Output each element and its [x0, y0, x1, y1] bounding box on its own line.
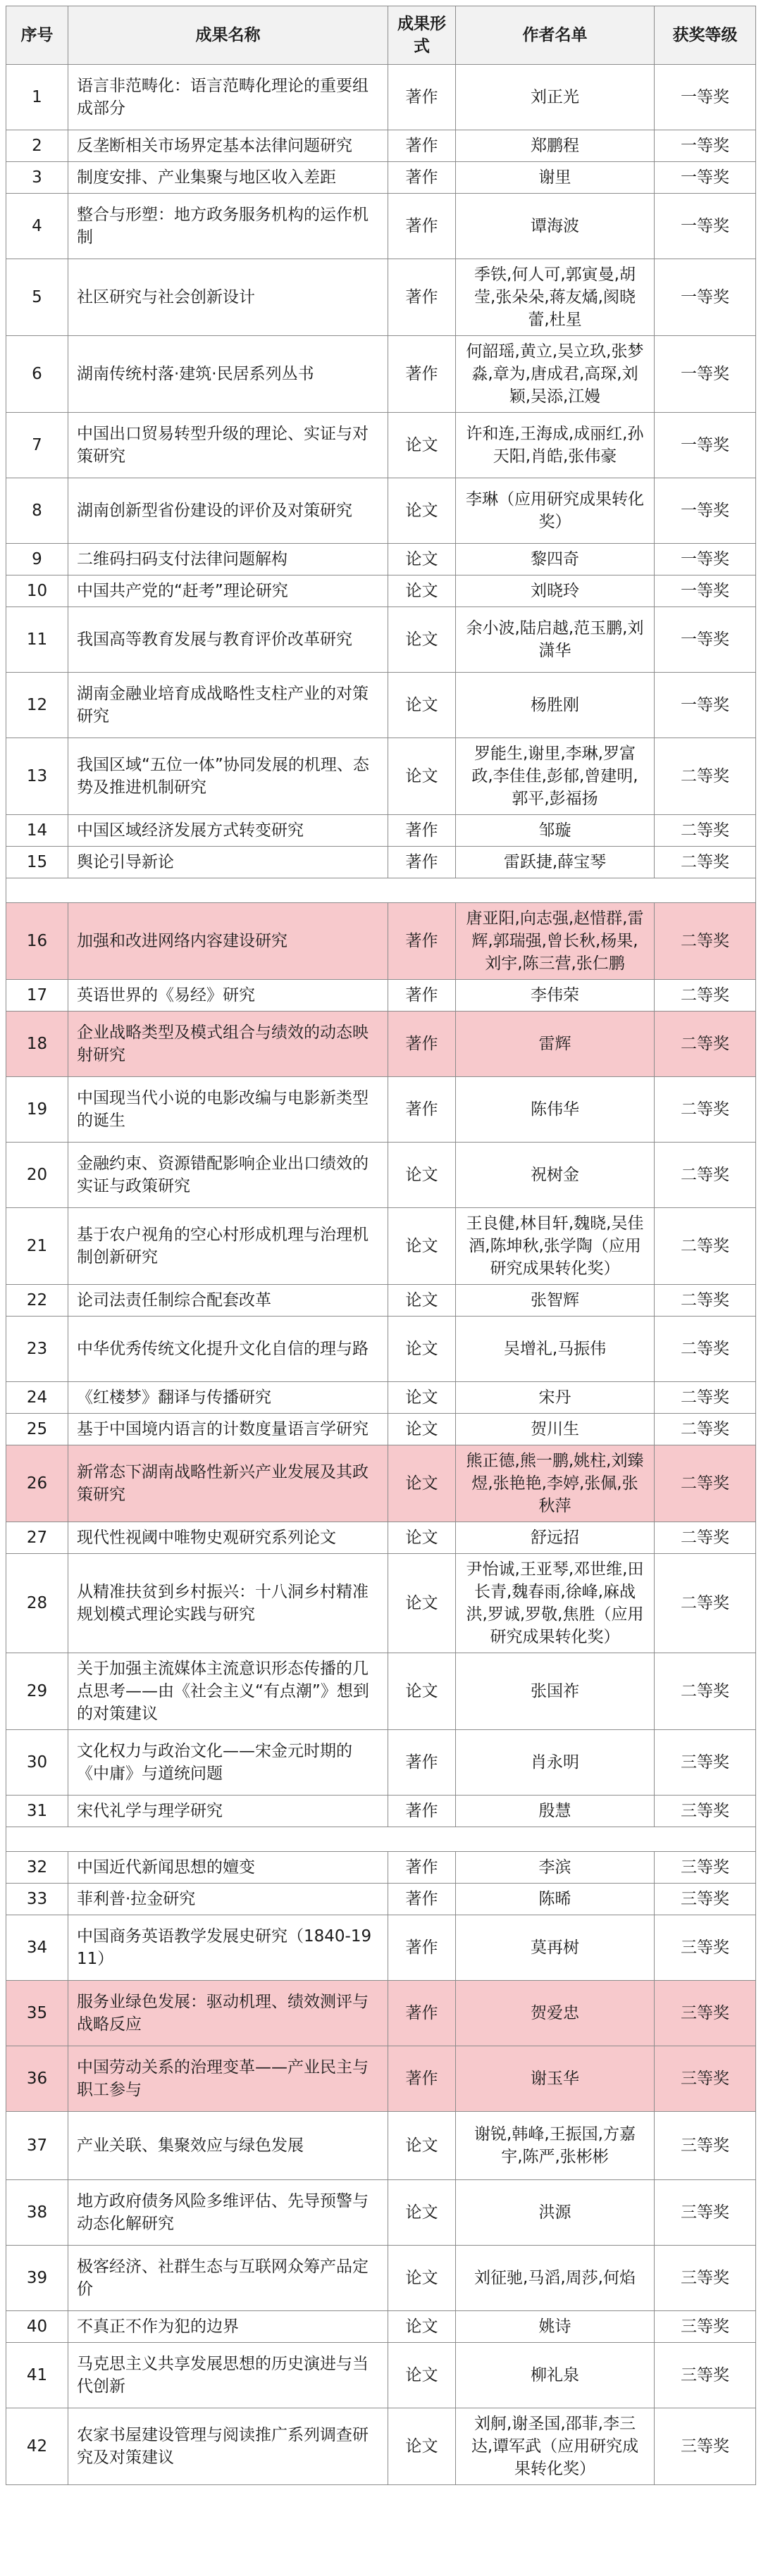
cell-num: 29 — [6, 1653, 68, 1730]
header-type: 成果形式 — [388, 6, 456, 65]
table-row — [6, 1653, 756, 1730]
cell-authors: 宋丹 — [456, 1382, 655, 1414]
cell-num: 37 — [6, 2112, 68, 2180]
cell-level: 一等奖 — [655, 413, 756, 478]
cell-type: 论文 — [388, 544, 456, 575]
cell-authors: 洪源 — [456, 2180, 655, 2246]
cell-num: 34 — [6, 1915, 68, 1981]
cell-authors: 刘舸,谢圣国,邵菲,李三达,谭军武（应用研究成果转化奖） — [456, 2408, 655, 2485]
table-row — [6, 607, 756, 673]
cell-num: 17 — [6, 980, 68, 1012]
cell-type: 论文 — [388, 2311, 456, 2343]
cell-title: 湖南创新型省份建设的评价及对策研究 — [68, 478, 388, 544]
cell-level: 二等奖 — [655, 1317, 756, 1382]
table-row — [6, 1915, 756, 1981]
cell-level: 一等奖 — [655, 478, 756, 544]
cell-type: 著作 — [388, 65, 456, 130]
cell-authors: 肖永明 — [456, 1730, 655, 1796]
cell-type: 论文 — [388, 1554, 456, 1653]
cell-num: 26 — [6, 1445, 68, 1522]
table-row — [6, 1317, 756, 1382]
cell-level: 三等奖 — [655, 1852, 756, 1884]
cell-level: 二等奖 — [655, 1445, 756, 1522]
cell-level: 一等奖 — [655, 607, 756, 673]
cell-type: 著作 — [388, 336, 456, 413]
table-row — [6, 259, 756, 336]
cell-type: 著作 — [388, 194, 456, 259]
cell-authors: 黎四奇 — [456, 544, 655, 575]
cell-title: 金融约束、资源错配影响企业出口绩效的实证与政策研究 — [68, 1143, 388, 1208]
cell-level: 一等奖 — [655, 673, 756, 738]
table-row — [6, 1143, 756, 1208]
cell-level: 二等奖 — [655, 1382, 756, 1414]
cell-authors: 杨胜刚 — [456, 673, 655, 738]
cell-num: 25 — [6, 1414, 68, 1445]
cell-title: 英语世界的《易经》研究 — [68, 980, 388, 1012]
cell-level: 一等奖 — [655, 544, 756, 575]
cell-num: 14 — [6, 815, 68, 847]
cell-title: 中国出口贸易转型升级的理论、实证与对策研究 — [68, 413, 388, 478]
cell-num: 28 — [6, 1554, 68, 1653]
cell-authors: 祝树金 — [456, 1143, 655, 1208]
cell-type: 著作 — [388, 903, 456, 980]
cell-level: 三等奖 — [655, 1884, 756, 1915]
cell-num: 1 — [6, 65, 68, 130]
cell-title: 我国高等教育发展与教育评价改革研究 — [68, 607, 388, 673]
cell-type: 论文 — [388, 1653, 456, 1730]
cell-title: 制度安排、产业集聚与地区收入差距 — [68, 162, 388, 194]
table-row — [6, 1445, 756, 1522]
awards-table — [6, 6, 756, 2485]
table-row — [6, 2408, 756, 2485]
table-row — [6, 1208, 756, 1285]
table-row — [6, 847, 756, 878]
cell-num: 6 — [6, 336, 68, 413]
cell-level: 二等奖 — [655, 980, 756, 1012]
table-row — [6, 413, 756, 478]
cell-level: 二等奖 — [655, 1554, 756, 1653]
cell-title: 整合与形塑：地方政务服务机构的运作机制 — [68, 194, 388, 259]
cell-type: 著作 — [388, 1884, 456, 1915]
cell-num: 10 — [6, 575, 68, 607]
table-row — [6, 1730, 756, 1796]
cell-authors: 舒远招 — [456, 1522, 655, 1554]
cell-type: 著作 — [388, 1852, 456, 1884]
cell-level: 三等奖 — [655, 2112, 756, 2180]
cell-title: 二维码扫码支付法律问题解构 — [68, 544, 388, 575]
table-row — [6, 1522, 756, 1554]
cell-title: 文化权力与政治文化——宋金元时期的《中庸》与道统问题 — [68, 1730, 388, 1796]
cell-type: 论文 — [388, 575, 456, 607]
cell-type: 著作 — [388, 1981, 456, 2046]
cell-authors: 吴增礼,马振伟 — [456, 1317, 655, 1382]
cell-authors: 唐亚阳,向志强,赵惜群,雷辉,郭瑞强,曾长秋,杨果,刘宇,陈三营,张仁鹏 — [456, 903, 655, 980]
cell-authors: 莫再树 — [456, 1915, 655, 1981]
cell-type: 论文 — [388, 2112, 456, 2180]
cell-level: 二等奖 — [655, 1414, 756, 1445]
cell-authors: 张国祚 — [456, 1653, 655, 1730]
cell-title: 极客经济、社群生态与互联网众筹产品定价 — [68, 2246, 388, 2311]
cell-level: 二等奖 — [655, 1522, 756, 1554]
cell-num: 11 — [6, 607, 68, 673]
cell-authors: 李琳（应用研究成果转化奖） — [456, 478, 655, 544]
header-title: 成果名称 — [68, 6, 388, 65]
cell-title: 我国区域“五位一体”协同发展的机理、态势及推进机制研究 — [68, 738, 388, 815]
cell-authors: 姚诗 — [456, 2311, 655, 2343]
cell-authors: 刘正光 — [456, 65, 655, 130]
cell-title: 语言非范畴化：语言范畴化理论的重要组成部分 — [68, 65, 388, 130]
table-row — [6, 1077, 756, 1143]
cell-title: 服务业绿色发展：驱动机理、绩效测评与战略反应 — [68, 1981, 388, 2046]
cell-type: 论文 — [388, 1414, 456, 1445]
table-row — [6, 2112, 756, 2180]
cell-title: 湖南传统村落·建筑·民居系列丛书 — [68, 336, 388, 413]
table-row — [6, 478, 756, 544]
cell-num: 22 — [6, 1285, 68, 1317]
cell-num: 12 — [6, 673, 68, 738]
cell-authors: 雷辉 — [456, 1012, 655, 1077]
cell-authors: 柳礼泉 — [456, 2343, 655, 2408]
table-row — [6, 2343, 756, 2408]
cell-authors: 郑鹏程 — [456, 130, 655, 162]
cell-num: 2 — [6, 130, 68, 162]
table-row — [6, 738, 756, 815]
cell-level: 三等奖 — [655, 2046, 756, 2112]
cell-type: 著作 — [388, 1796, 456, 1827]
cell-num: 27 — [6, 1522, 68, 1554]
cell-level: 二等奖 — [655, 903, 756, 980]
cell-type: 论文 — [388, 1208, 456, 1285]
cell-type: 著作 — [388, 815, 456, 847]
cell-type: 著作 — [388, 1012, 456, 1077]
cell-title: 中国现当代小说的电影改编与电影新类型的诞生 — [68, 1077, 388, 1143]
cell-type: 论文 — [388, 2246, 456, 2311]
cell-type: 论文 — [388, 1143, 456, 1208]
cell-authors: 贺川生 — [456, 1414, 655, 1445]
cell-title: 湖南金融业培育成战略性支柱产业的对策研究 — [68, 673, 388, 738]
table-row — [6, 1796, 756, 1827]
cell-authors: 贺爱忠 — [456, 1981, 655, 2046]
table-row — [6, 1884, 756, 1915]
cell-type: 论文 — [388, 1382, 456, 1414]
cell-authors: 谢锐,韩峰,王振国,方嘉宇,陈严,张彬彬 — [456, 2112, 655, 2180]
cell-level: 一等奖 — [655, 575, 756, 607]
cell-authors: 王良健,林目轩,魏晓,吴佳酒,陈坤秋,张学陶（应用研究成果转化奖） — [456, 1208, 655, 1285]
header-num: 序号 — [6, 6, 68, 65]
cell-level: 二等奖 — [655, 1285, 756, 1317]
cell-num: 15 — [6, 847, 68, 878]
cell-title: 反垄断相关市场界定基本法律问题研究 — [68, 130, 388, 162]
cell-level: 一等奖 — [655, 336, 756, 413]
table-row — [6, 980, 756, 1012]
table-row — [6, 2046, 756, 2112]
cell-title: 不真正不作为犯的边界 — [68, 2311, 388, 2343]
cell-num: 7 — [6, 413, 68, 478]
cell-level: 二等奖 — [655, 1653, 756, 1730]
cell-num: 42 — [6, 2408, 68, 2485]
cell-level: 一等奖 — [655, 259, 756, 336]
cell-level: 二等奖 — [655, 1077, 756, 1143]
cell-num: 9 — [6, 544, 68, 575]
cell-authors: 陈晞 — [456, 1884, 655, 1915]
table-row — [6, 1012, 756, 1077]
cell-title: 舆论引导新论 — [68, 847, 388, 878]
table-row — [6, 1981, 756, 2046]
cell-title: 中国共产党的“赶考”理论研究 — [68, 575, 388, 607]
table-header — [6, 6, 756, 65]
cell-title: 从精准扶贫到乡村振兴：十八洞乡村精准规划模式理论实践与研究 — [68, 1554, 388, 1653]
cell-level: 三等奖 — [655, 2408, 756, 2485]
cell-type: 论文 — [388, 1317, 456, 1382]
cell-type: 论文 — [388, 2408, 456, 2485]
cell-title: 中国劳动关系的治理变革——产业民主与职工参与 — [68, 2046, 388, 2112]
table-row — [6, 673, 756, 738]
table-row — [6, 544, 756, 575]
table-row — [6, 194, 756, 259]
table-row — [6, 815, 756, 847]
cell-level: 三等奖 — [655, 1915, 756, 1981]
table-row — [6, 1382, 756, 1414]
cell-authors: 余小波,陆启越,范玉鹏,刘潇华 — [456, 607, 655, 673]
cell-authors: 邹璇 — [456, 815, 655, 847]
cell-level: 三等奖 — [655, 2180, 756, 2246]
cell-type: 论文 — [388, 2343, 456, 2408]
cell-num: 8 — [6, 478, 68, 544]
table-row — [6, 1852, 756, 1884]
header-level: 获奖等级 — [655, 6, 756, 65]
cell-level: 三等奖 — [655, 1730, 756, 1796]
cell-authors: 许和连,王海成,成丽红,孙天阳,肖皓,张伟豪 — [456, 413, 655, 478]
cell-authors: 李滨 — [456, 1852, 655, 1884]
cell-level: 三等奖 — [655, 1796, 756, 1827]
cell-title: 论司法责任制综合配套改革 — [68, 1285, 388, 1317]
table-row — [6, 1285, 756, 1317]
cell-num: 30 — [6, 1730, 68, 1796]
cell-num: 3 — [6, 162, 68, 194]
cell-title: 中华优秀传统文化提升文化自信的理与路 — [68, 1317, 388, 1382]
cell-title: 马克思主义共享发展思想的历史演进与当代创新 — [68, 2343, 388, 2408]
cell-level: 二等奖 — [655, 1143, 756, 1208]
cell-title: 中国近代新闻思想的嬗变 — [68, 1852, 388, 1884]
cell-title: 中国商务英语教学发展史研究（1840-1911） — [68, 1915, 388, 1981]
cell-num: 4 — [6, 194, 68, 259]
cell-type: 著作 — [388, 259, 456, 336]
header-authors: 作者名单 — [456, 6, 655, 65]
cell-level: 二等奖 — [655, 1012, 756, 1077]
cell-num: 32 — [6, 1852, 68, 1884]
cell-type: 论文 — [388, 1285, 456, 1317]
cell-type: 论文 — [388, 607, 456, 673]
cell-level: 一等奖 — [655, 162, 756, 194]
cell-authors: 尹怡诚,王亚琴,邓世维,田长青,魏春雨,徐峰,麻战洪,罗诚,罗敬,焦胜（应用研究成果转化奖） — [456, 1554, 655, 1653]
cell-authors: 殷慧 — [456, 1796, 655, 1827]
cell-num: 39 — [6, 2246, 68, 2311]
cell-num: 18 — [6, 1012, 68, 1077]
cell-authors: 季铁,何人可,郭寅曼,胡莹,张朵朵,蒋友燏,阂晓蕾,杜星 — [456, 259, 655, 336]
cell-authors: 刘晓玲 — [456, 575, 655, 607]
cell-title: 企业战略类型及模式组合与绩效的动态映射研究 — [68, 1012, 388, 1077]
cell-num: 41 — [6, 2343, 68, 2408]
cell-type: 著作 — [388, 847, 456, 878]
cell-authors: 谢里 — [456, 162, 655, 194]
table-row — [6, 65, 756, 130]
table-row — [6, 1414, 756, 1445]
cell-type: 著作 — [388, 162, 456, 194]
cell-authors: 谭海波 — [456, 194, 655, 259]
table-body — [6, 65, 756, 2485]
cell-level: 一等奖 — [655, 65, 756, 130]
cell-num: 35 — [6, 1981, 68, 2046]
cell-num: 36 — [6, 2046, 68, 2112]
cell-level: 一等奖 — [655, 130, 756, 162]
cell-type: 论文 — [388, 1522, 456, 1554]
table-row — [6, 2246, 756, 2311]
cell-authors: 陈伟华 — [456, 1077, 655, 1143]
table-row — [6, 575, 756, 607]
table-row — [6, 130, 756, 162]
cell-num: 16 — [6, 903, 68, 980]
cell-title: 加强和改进网络内容建设研究 — [68, 903, 388, 980]
cell-num: 19 — [6, 1077, 68, 1143]
cell-num: 40 — [6, 2311, 68, 2343]
gap-cell — [6, 878, 756, 903]
page-break-gap — [6, 878, 756, 903]
cell-level: 三等奖 — [655, 2246, 756, 2311]
cell-type: 著作 — [388, 980, 456, 1012]
table-row — [6, 1554, 756, 1653]
table-row — [6, 903, 756, 980]
cell-title: 关于加强主流媒体主流意识形态传播的几点思考——由《社会主义“有点潮”》想到的对策建议 — [68, 1653, 388, 1730]
cell-type: 著作 — [388, 1077, 456, 1143]
cell-title: 新常态下湖南战略性新兴产业发展及其政策研究 — [68, 1445, 388, 1522]
cell-level: 三等奖 — [655, 2343, 756, 2408]
cell-type: 论文 — [388, 413, 456, 478]
cell-authors: 李伟荣 — [456, 980, 655, 1012]
cell-level: 二等奖 — [655, 1208, 756, 1285]
cell-authors: 熊正德,熊一鹏,姚柱,刘臻煜,张艳艳,李婷,张佩,张秋萍 — [456, 1445, 655, 1522]
cell-authors: 谢玉华 — [456, 2046, 655, 2112]
cell-num: 13 — [6, 738, 68, 815]
cell-title: 基于中国境内语言的计数度量语言学研究 — [68, 1414, 388, 1445]
cell-num: 33 — [6, 1884, 68, 1915]
cell-authors: 罗能生,谢里,李琳,罗富政,李佳佳,彭郁,曾建明,郭平,彭福扬 — [456, 738, 655, 815]
cell-type: 论文 — [388, 478, 456, 544]
cell-title: 农家书屋建设管理与阅读推广系列调查研究及对策建议 — [68, 2408, 388, 2485]
cell-num: 5 — [6, 259, 68, 336]
cell-type: 论文 — [388, 2180, 456, 2246]
cell-level: 三等奖 — [655, 1981, 756, 2046]
cell-authors: 何韶瑶,黄立,吴立玖,张梦淼,章为,唐成君,高琛,刘颖,吴添,江嫚 — [456, 336, 655, 413]
cell-type: 著作 — [388, 130, 456, 162]
cell-num: 20 — [6, 1143, 68, 1208]
cell-level: 二等奖 — [655, 738, 756, 815]
table-row — [6, 336, 756, 413]
cell-title: 菲利普·拉金研究 — [68, 1884, 388, 1915]
cell-title: 宋代礼学与理学研究 — [68, 1796, 388, 1827]
cell-title: 基于农户视角的空心村形成机理与治理机制创新研究 — [68, 1208, 388, 1285]
cell-title: 《红楼梦》翻译与传播研究 — [68, 1382, 388, 1414]
cell-authors: 雷跃捷,薛宝琴 — [456, 847, 655, 878]
cell-title: 社区研究与社会创新设计 — [68, 259, 388, 336]
cell-num: 31 — [6, 1796, 68, 1827]
cell-num: 21 — [6, 1208, 68, 1285]
cell-type: 论文 — [388, 1445, 456, 1522]
cell-title: 地方政府债务风险多维评估、先导预警与动态化解研究 — [68, 2180, 388, 2246]
table-row — [6, 162, 756, 194]
page-break-gap — [6, 1827, 756, 1852]
cell-type: 论文 — [388, 673, 456, 738]
cell-authors: 张智辉 — [456, 1285, 655, 1317]
cell-num: 23 — [6, 1317, 68, 1382]
cell-type: 论文 — [388, 738, 456, 815]
cell-title: 中国区域经济发展方式转变研究 — [68, 815, 388, 847]
cell-level: 二等奖 — [655, 815, 756, 847]
table-row — [6, 2180, 756, 2246]
cell-level: 一等奖 — [655, 194, 756, 259]
cell-level: 三等奖 — [655, 2311, 756, 2343]
table-row — [6, 2311, 756, 2343]
cell-type: 著作 — [388, 2046, 456, 2112]
cell-level: 二等奖 — [655, 847, 756, 878]
cell-type: 著作 — [388, 1730, 456, 1796]
cell-num: 24 — [6, 1382, 68, 1414]
cell-type: 著作 — [388, 1915, 456, 1981]
cell-title: 现代性视阈中唯物史观研究系列论文 — [68, 1522, 388, 1554]
cell-num: 38 — [6, 2180, 68, 2246]
cell-title: 产业关联、集聚效应与绿色发展 — [68, 2112, 388, 2180]
header-row — [6, 6, 756, 65]
gap-cell — [6, 1827, 756, 1852]
cell-authors: 刘征驰,马滔,周莎,何焰 — [456, 2246, 655, 2311]
